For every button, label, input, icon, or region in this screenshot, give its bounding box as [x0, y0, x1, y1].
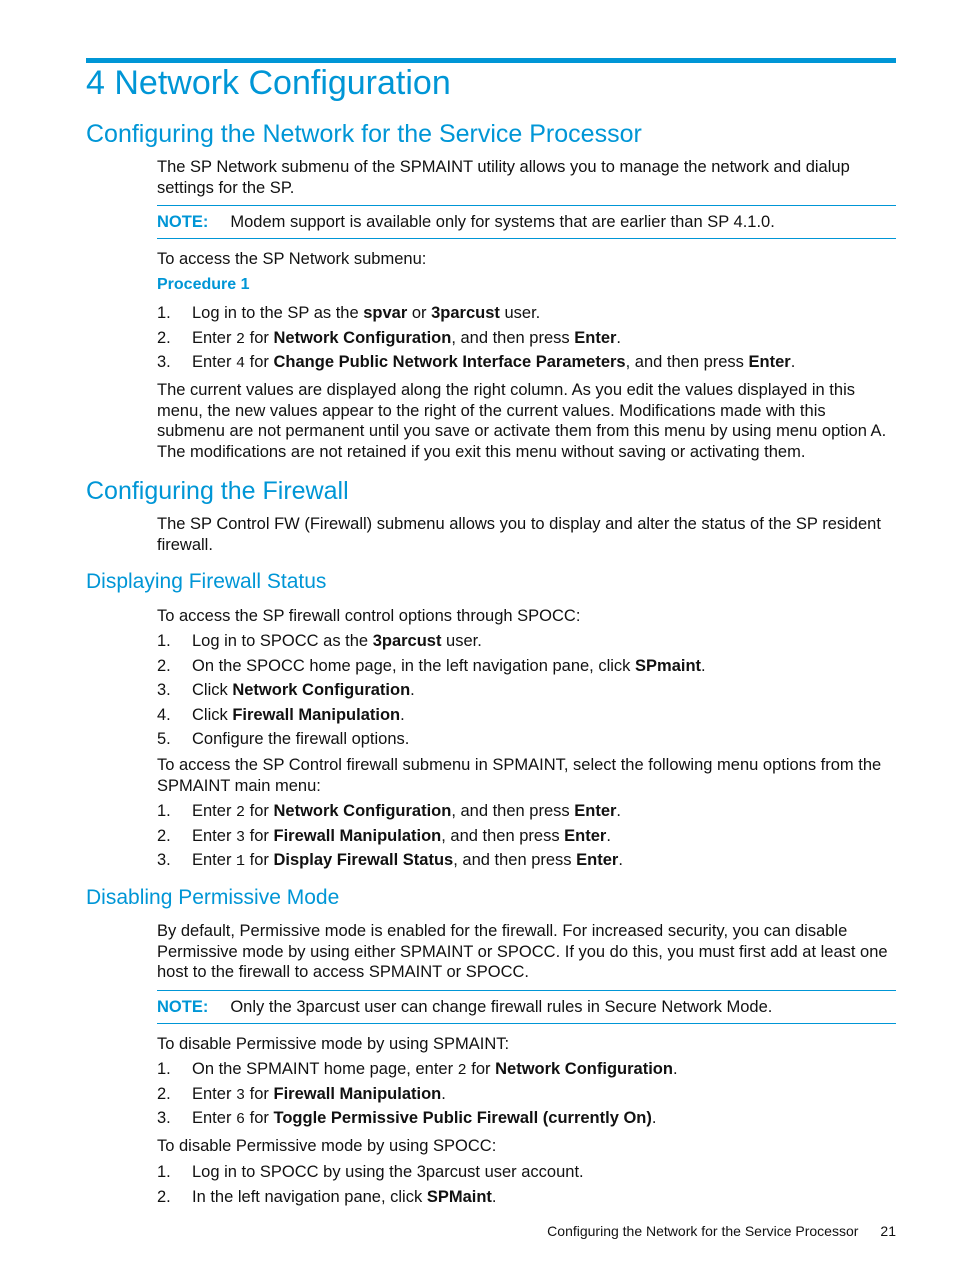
section-title-firewall: Configuring the Firewall [86, 477, 349, 505]
list-item: 2. On the SPOCC home page, in the left navigation pane, click SPmaint. [157, 656, 706, 675]
list-item: 4. Click Firewall Manipulation. [157, 705, 405, 724]
step-list [157, 631, 897, 754]
note-label: NOTE: [157, 213, 209, 231]
list-item: 1. On the SPMAINT home page, enter 2 for Network Configuration. [157, 1060, 678, 1079]
note-box [157, 205, 896, 239]
access-text: To access the SP firewall control options through SPOCC: [157, 607, 581, 625]
list-item: 2. Enter 2 for Network Configuration, and then press Enter. [157, 328, 622, 348]
access-text: To disable Permissive mode by using SPOCC: [157, 1137, 497, 1155]
note-text: Modem support is available only for systems that are earlier than SP 4.1.0. [230, 213, 775, 231]
chapter-title: 4 Network Configuration [86, 64, 451, 102]
list-item: 1. Enter 2 for Network Configuration, and then press Enter. [157, 802, 622, 821]
procedure-label: Procedure 1 [157, 276, 250, 293]
step-list [157, 1059, 897, 1133]
subsection-title-permissive: Disabling Permissive Mode [86, 886, 340, 909]
note-text: Only the 3parcust user can change firewall rules in Secure Network Mode. [230, 998, 773, 1016]
list-item: 1. Log in to SPOCC by using the 3parcust user account. [157, 1163, 584, 1181]
list-item: 2. Enter 3 for Firewall Manipulation. [157, 1084, 446, 1104]
access-text: To access the SP Network submenu: [157, 250, 427, 268]
list-item: 3. Click Network Configuration. [157, 681, 415, 699]
list-item: 3. Enter 4 for Change Public Network Interface Parameters, and then press Enter. [157, 353, 796, 372]
section-intro: The SP Control FW (Firewall) submenu allows you to display and alter the status of the SP resident firewall. [157, 515, 881, 554]
list-item: 5. Configure the firewall options. [157, 730, 410, 748]
body-paragraph: By default, Permissive mode is enabled for the firewall. For increased security, you can disable Permissive mode by using either SPMAINT or SPOCC. If you do this, you must first add at least one host to the firewall to access SPMAINT or SPOCC. [157, 922, 888, 981]
note-box [157, 990, 896, 1024]
step-list [157, 1162, 897, 1211]
chapter-rule [86, 58, 896, 63]
step-list [157, 303, 897, 377]
list-item: 1. Log in to SPOCC as the 3parcust user. [157, 632, 482, 650]
section-title-network: Configuring the Network for the Service Processor [86, 120, 642, 148]
section-intro: The SP Network submenu of the SPMAINT utility allows you to manage the network and dialup settings for the SP. [157, 158, 850, 197]
page-footer [547, 1223, 896, 1239]
footer-text: Configuring the Network for the Service Processor [547, 1223, 859, 1239]
note-label: NOTE: [157, 998, 209, 1016]
access-text: To disable Permissive mode by using SPMAINT: [157, 1035, 510, 1053]
body-paragraph: The current values are displayed along the right column. As you edit the values displayed in this menu, the new values appear to the right of the current values. Modifications made with this submenu are not permanent until you save or activate them from this menu by using menu option A. The modifications are not retained if you exit this menu without saving or activating them. [157, 381, 887, 461]
list-item: 2. Enter 3 for Firewall Manipulation, and then press Enter. [157, 826, 611, 846]
access-text: To access the SP Control firewall submenu in SPMAINT, select the following menu options from the SPMAINT main menu: [157, 756, 882, 795]
list-item: 1. Log in to the SP as the spvar or 3parcust user. [157, 304, 541, 322]
page-number: 21 [880, 1223, 896, 1239]
list-item: 3. Enter 6 for Toggle Permissive Public Firewall (currently On). [157, 1109, 657, 1128]
step-list [157, 801, 897, 875]
list-item: 2. In the left navigation pane, click SPMaint. [157, 1187, 497, 1206]
list-item: 3. Enter 1 for Display Firewall Status, and then press Enter. [157, 851, 623, 870]
subsection-title-status: Displaying Firewall Status [86, 570, 327, 593]
